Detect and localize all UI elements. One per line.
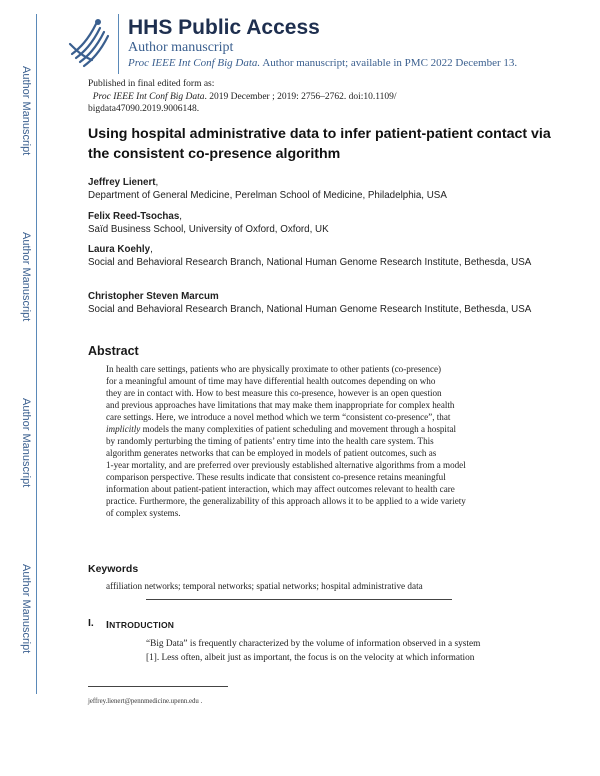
section-number: I. — [88, 617, 94, 629]
keywords-text: affiliation networks; temporal networks; spatial networks; hospital administrative data — [106, 581, 423, 591]
section-title — [106, 619, 174, 631]
abstract-line: for a meaningful amount of time may have differential health outcomes depending on who — [106, 376, 436, 386]
keywords-heading: Keywords — [88, 563, 139, 575]
header-title: HHS Public Access — [128, 16, 320, 39]
author-name: Laura Koehly — [88, 244, 151, 255]
author-affiliation: Social and Behavioral Research Branch, National Human Genome Research Institute, Bethesda, USA — [88, 257, 532, 268]
abstract-line — [106, 423, 536, 435]
header-journal: Proc IEEE Int Conf Big Data. — [128, 57, 261, 69]
header-subtitle: Author manuscript — [128, 40, 234, 55]
author-affiliation: Social and Behavioral Research Branch, National Human Genome Research Institute, Bethesda, USA — [88, 304, 532, 315]
section-title-cap: I — [106, 619, 110, 631]
header-citation-rest: Author manuscript; available in PMC 2022 December 13. — [260, 57, 518, 69]
intro-paragraph — [146, 638, 546, 665]
abstract-line: In health care settings, patients who are physically proximate to other patients (co-presence) — [106, 364, 442, 374]
hhs-eagle-logo-icon — [66, 14, 112, 70]
abstract-line: information about patient-patient interaction, which may affect outcomes relevant to health care — [106, 484, 455, 494]
author-affiliation: Saïd Business School, University of Oxford, Oxford, UK — [88, 224, 329, 235]
publication-citation: . 2019 December ; 2019: 2756–2762. doi:10.1109/ — [204, 91, 397, 102]
abstract-text — [106, 363, 536, 519]
author-name: Christopher Steven Marcum — [88, 291, 219, 302]
side-label-author-manuscript: Author Manuscript — [20, 398, 32, 488]
publication-info — [88, 78, 397, 116]
abstract-line: by randomly perturbing the timing of patients’ entry time into the health care system. This — [106, 436, 434, 446]
side-label-author-manuscript: Author Manuscript — [20, 66, 32, 156]
abstract-heading: Abstract — [88, 344, 139, 358]
author-block: Felix Reed-Tsochas, Saïd Business School, University of Oxford, Oxford, UK — [88, 210, 538, 236]
author-block: Jeffrey Lienert, Department of General Medicine, Perelman School of Medicine, Philadelphia, USA — [88, 176, 538, 202]
abstract-line: of complex systems. — [106, 508, 181, 518]
side-label-author-manuscript: Author Manuscript — [20, 564, 32, 654]
publication-journal: Proc IEEE Int Conf Big Data — [92, 91, 205, 102]
section-title-rest: NTRODUCTION — [109, 620, 175, 630]
header-citation — [128, 57, 517, 69]
author-affiliation: Department of General Medicine, Perelman School of Medicine, Philadelphia, USA — [88, 190, 447, 201]
abstract-line: algorithm generates networks that can be employed in models of patient outcomes, such as — [106, 448, 437, 458]
intro-line: [1]. Less often, albeit just as important, the focus is on the velocity at which information — [146, 652, 475, 663]
keywords-divider — [146, 599, 452, 600]
publication-line-2 — [88, 91, 397, 104]
abstract-line: and previous approaches have limitations that may make them inappropriate for complex health — [106, 400, 455, 410]
author-block — [88, 290, 538, 316]
footnote-email: jeffrey.lienert@pennmedicine.upenn.edu . — [88, 698, 203, 705]
author-block: Laura Koehly, Social and Behavioral Research Branch, National Human Genome Research Institute, Bethesda, USA — [88, 243, 538, 269]
abstract-line: they are in contact with. How to best measure this co-presence, however is an open question — [106, 388, 442, 398]
side-label-author-manuscript: Author Manuscript — [20, 232, 32, 322]
publication-line-1: Published in final edited form as: — [88, 79, 215, 89]
paper-title: Using hospital administrative data to infer patient-patient contact via the consistent co-presence algorithm — [88, 126, 551, 162]
header-divider — [118, 14, 119, 74]
author-name: Jeffrey Lienert — [88, 177, 156, 188]
abstract-line: practice. Furthermore, the generalizability of this approach allows it to be applied to a wide variety — [106, 496, 466, 506]
abstract-line-rest: models the many complexities of patient scheduling and movement through a hospital — [140, 424, 457, 434]
publication-doi: bigdata47090.2019.9006148. — [88, 104, 200, 114]
abstract-line: care settings. Here, we introduce a novel method which we term “consistent co-presence”, that — [106, 412, 451, 422]
side-rule — [36, 14, 37, 694]
footnote-divider — [88, 686, 228, 687]
abstract-line: comparison perspective. These results indicate that consistent co-presence retains meaningful — [106, 472, 446, 482]
author-name: Felix Reed-Tsochas — [88, 211, 180, 222]
abstract-line: 1-year mortality, and are preferred over previously established alternative algorithms from a model — [106, 460, 466, 470]
abstract-emphasis: implicitly — [106, 424, 141, 434]
intro-line: “Big Data” is frequently characterized by the volume of information observed in a system — [146, 639, 481, 649]
